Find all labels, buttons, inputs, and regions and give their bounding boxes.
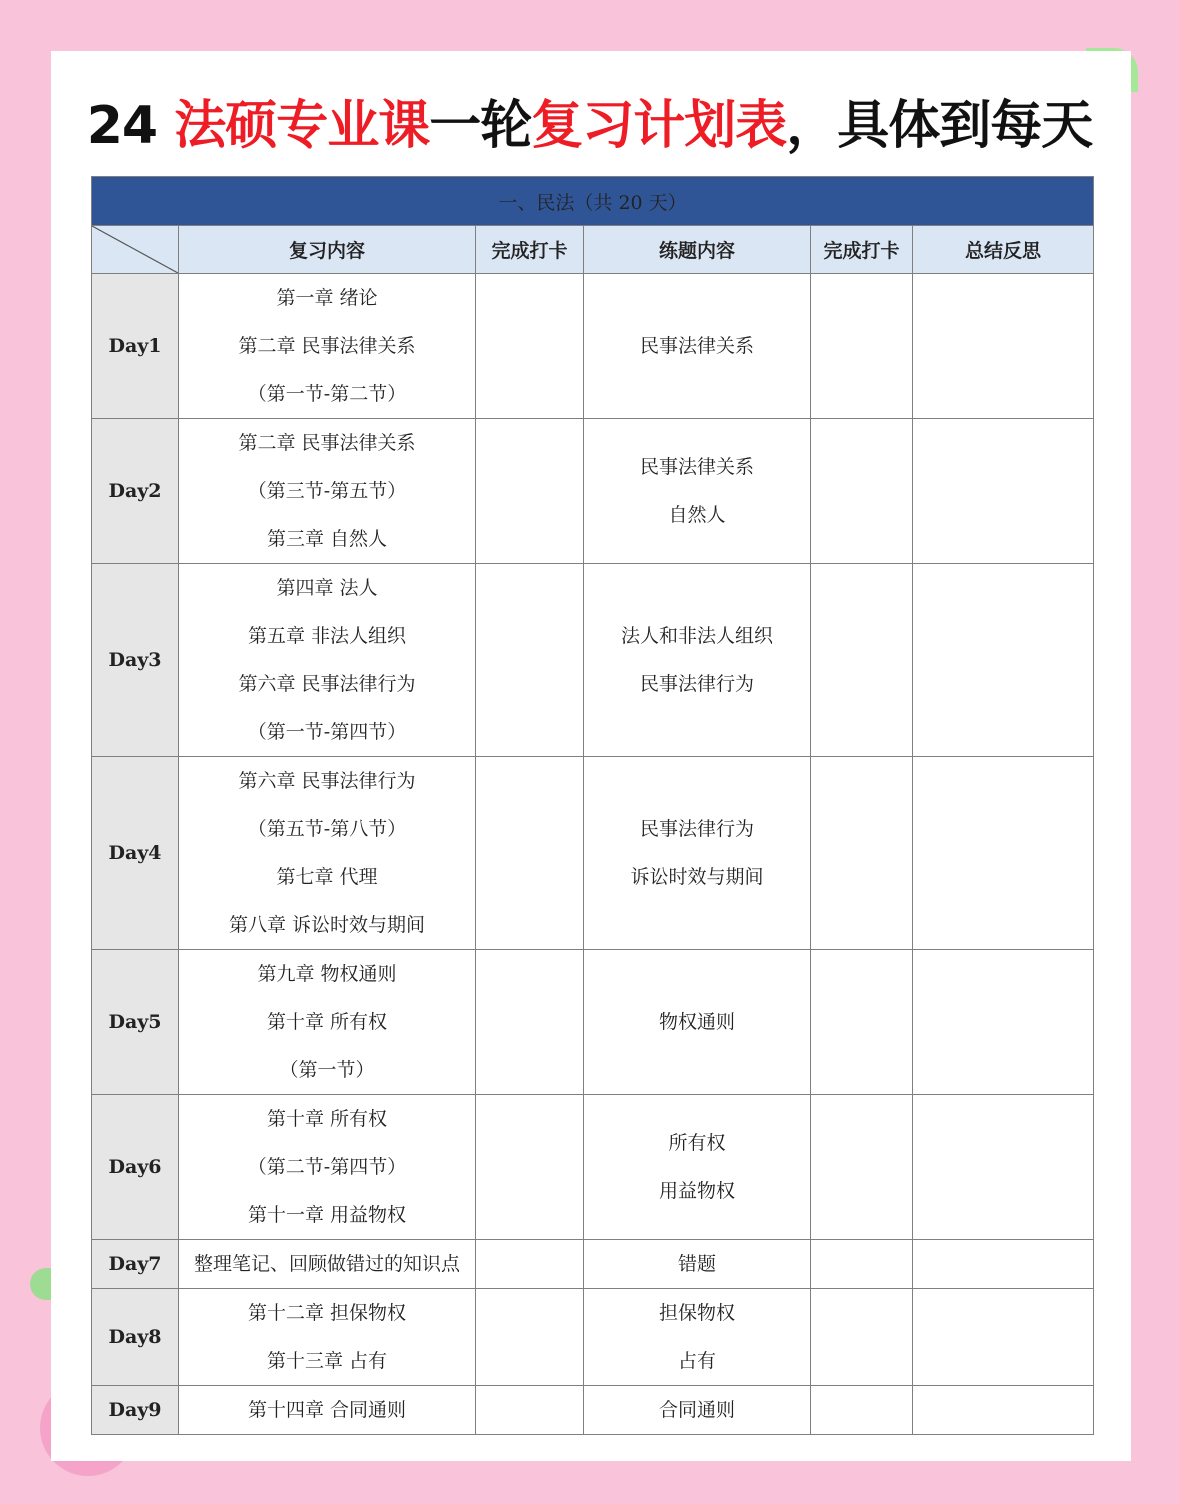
practice-line: 法人和非法人组织 <box>620 625 773 647</box>
practice-line: 用益物权 <box>658 1180 735 1202</box>
practice-content-cell <box>584 950 811 1095</box>
summary-cell[interactable] <box>913 564 1094 757</box>
summary-cell[interactable] <box>913 950 1094 1095</box>
practice-line: 错题 <box>677 1253 716 1275</box>
practice-content-cell <box>584 419 811 564</box>
practice-content-cell <box>584 564 811 757</box>
review-line: 第六章 民事法律行为 <box>238 770 416 792</box>
header-practice-content: 练题内容 <box>584 226 811 274</box>
day-label: Day8 <box>92 1289 179 1386</box>
header-checkin-1: 完成打卡 <box>476 226 584 274</box>
day-label: Day9 <box>92 1386 179 1435</box>
review-line: （第一节-第四节） <box>247 721 407 743</box>
checkin-cell[interactable] <box>811 1386 913 1435</box>
checkin-cell[interactable] <box>476 757 584 950</box>
review-line: 第五章 非法人组织 <box>247 625 407 647</box>
table-row <box>92 274 1094 419</box>
review-line: 第三章 自然人 <box>266 528 388 550</box>
practice-line: 民事法律行为 <box>639 818 754 840</box>
checkin-cell[interactable] <box>476 950 584 1095</box>
practice-line: 诉讼时效与期间 <box>630 866 764 888</box>
section-header-row <box>92 177 1094 226</box>
review-content-cell <box>179 419 476 564</box>
practice-line: 民事法律关系 <box>639 335 754 357</box>
review-content-cell <box>179 1240 476 1289</box>
checkin-cell[interactable] <box>811 1240 913 1289</box>
page-title <box>0 90 1179 162</box>
checkin-cell[interactable] <box>811 950 913 1095</box>
checkin-cell[interactable] <box>476 1289 584 1386</box>
checkin-cell[interactable] <box>476 419 584 564</box>
diagonal-line <box>92 226 178 273</box>
summary-cell[interactable] <box>913 1240 1094 1289</box>
title-plan: 复习计划表 <box>531 96 787 156</box>
review-line: （第一节-第二节） <box>247 383 407 405</box>
checkin-cell[interactable] <box>476 564 584 757</box>
day-label: Day1 <box>92 274 179 419</box>
summary-cell[interactable] <box>913 1289 1094 1386</box>
table-row <box>92 950 1094 1095</box>
review-line: 整理笔记、回顾做错过的知识点 <box>193 1253 460 1275</box>
practice-line: 所有权 <box>668 1132 726 1154</box>
practice-line: 自然人 <box>668 504 726 526</box>
table-row <box>92 1240 1094 1289</box>
day-label: Day6 <box>92 1095 179 1240</box>
day-label: Day4 <box>92 757 179 950</box>
review-line: 第六章 民事法律行为 <box>238 673 416 695</box>
review-line: 第十章 所有权 <box>266 1108 388 1130</box>
checkin-cell[interactable] <box>476 274 584 419</box>
checkin-cell[interactable] <box>811 1095 913 1240</box>
summary-cell[interactable] <box>913 757 1094 950</box>
checkin-cell[interactable] <box>811 757 913 950</box>
review-line: 第十三章 占有 <box>266 1350 388 1372</box>
checkin-cell[interactable] <box>811 1289 913 1386</box>
decorative-green-leaf <box>30 1268 52 1300</box>
review-line: （第三节-第五节） <box>247 480 407 502</box>
review-line: 第八章 诉讼时效与期间 <box>228 914 426 936</box>
title-daily: ，具体到每天 <box>786 96 1093 156</box>
practice-content-cell <box>584 757 811 950</box>
review-content-cell <box>179 1289 476 1386</box>
review-line: （第二节-第四节） <box>247 1156 407 1178</box>
practice-content-cell <box>584 1095 811 1240</box>
summary-cell[interactable] <box>913 274 1094 419</box>
table-row <box>92 1386 1094 1435</box>
corner-cell <box>92 226 179 274</box>
title-round: 一轮 <box>429 96 532 156</box>
review-line: 第九章 物权通则 <box>257 963 397 985</box>
practice-content-cell <box>584 1289 811 1386</box>
review-line: 第四章 法人 <box>276 577 378 599</box>
summary-cell[interactable] <box>913 419 1094 564</box>
review-line: 第一章 绪论 <box>276 287 378 309</box>
day-label: Day3 <box>92 564 179 757</box>
column-header-row <box>92 226 1094 274</box>
practice-line: 物权通则 <box>658 1011 735 1033</box>
review-line: 第二章 民事法律关系 <box>238 432 416 454</box>
practice-content-cell <box>584 274 811 419</box>
day-label: Day7 <box>92 1240 179 1289</box>
practice-line: 合同通则 <box>658 1399 735 1421</box>
review-content-cell <box>179 1095 476 1240</box>
review-line: （第一节） <box>279 1059 375 1081</box>
review-line: 第十二章 担保物权 <box>247 1302 407 1324</box>
review-line: 第二章 民事法律关系 <box>238 335 416 357</box>
review-line: 第十四章 合同通则 <box>247 1399 407 1421</box>
summary-cell[interactable] <box>913 1095 1094 1240</box>
table-row <box>92 1095 1094 1240</box>
header-checkin-2: 完成打卡 <box>811 226 913 274</box>
practice-content-cell <box>584 1240 811 1289</box>
table-row <box>92 419 1094 564</box>
practice-line: 民事法律关系 <box>639 456 754 478</box>
practice-line: 民事法律行为 <box>639 673 754 695</box>
day-label: Day2 <box>92 419 179 564</box>
practice-line: 占有 <box>677 1350 716 1372</box>
table-row <box>92 757 1094 950</box>
review-content-cell <box>179 564 476 757</box>
summary-cell[interactable] <box>913 1386 1094 1435</box>
review-plan-table <box>91 176 1094 1435</box>
title-year: 24 <box>86 96 175 156</box>
review-content-cell <box>179 950 476 1095</box>
review-line: 第七章 代理 <box>276 866 378 888</box>
section-title: 一、民法（共 20 天） <box>92 177 1094 226</box>
day-label: Day5 <box>92 950 179 1095</box>
checkin-cell[interactable] <box>811 564 913 757</box>
checkin-cell[interactable] <box>476 1240 584 1289</box>
practice-line: 担保物权 <box>658 1302 735 1324</box>
checkin-cell[interactable] <box>811 274 913 419</box>
checkin-cell[interactable] <box>811 419 913 564</box>
review-line: 第十一章 用益物权 <box>247 1204 407 1226</box>
header-summary: 总结反思 <box>913 226 1094 274</box>
review-content-cell <box>179 274 476 419</box>
checkin-cell[interactable] <box>476 1095 584 1240</box>
review-content-cell <box>179 1386 476 1435</box>
table-row <box>92 1289 1094 1386</box>
review-content-cell <box>179 757 476 950</box>
table-row <box>92 564 1094 757</box>
practice-content-cell <box>584 1386 811 1435</box>
header-review-content: 复习内容 <box>179 226 476 274</box>
review-line: 第十章 所有权 <box>266 1011 388 1033</box>
checkin-cell[interactable] <box>476 1386 584 1435</box>
title-subject: 法硕专业课 <box>174 96 430 156</box>
review-line: （第五节-第八节） <box>247 818 407 840</box>
